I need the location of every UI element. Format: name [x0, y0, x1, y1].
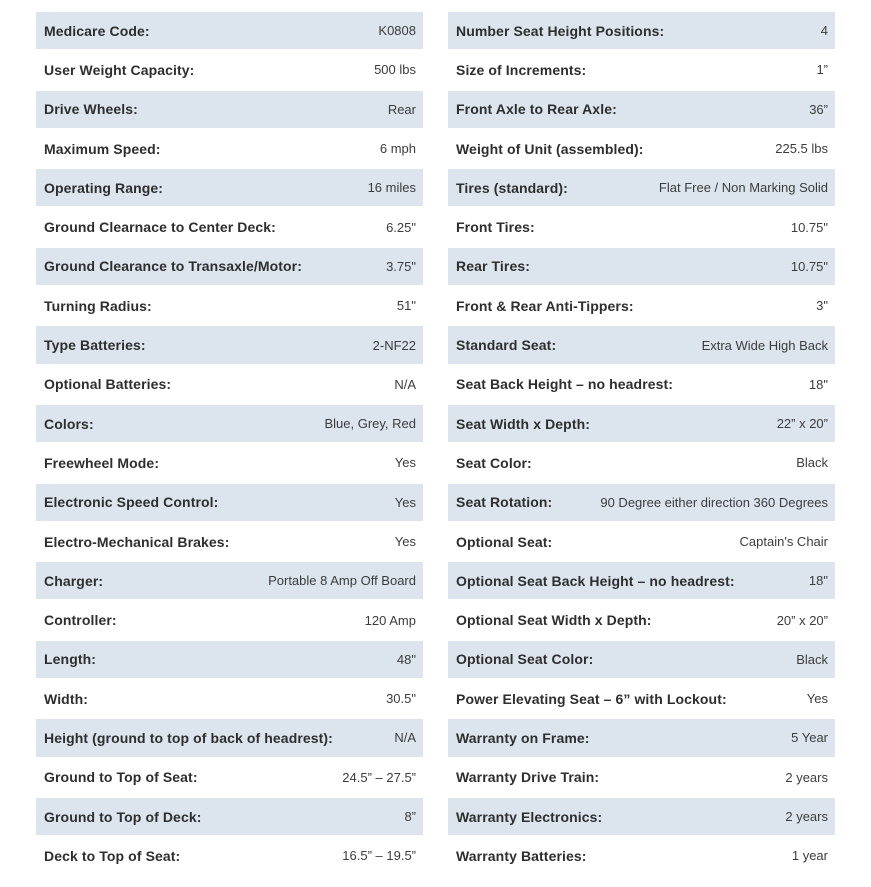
spec-row: [448, 444, 835, 481]
spec-row: [36, 484, 423, 521]
spec-column-left: [36, 12, 423, 877]
spec-value: Extra Wide High Back: [701, 337, 828, 353]
spec-value: 1”: [816, 62, 828, 78]
spec-label: Front Axle to Rear Axle:: [456, 101, 617, 118]
spec-row: [36, 601, 423, 638]
spec-label: Seat Back Height – no headrest:: [456, 376, 674, 393]
spec-row: [36, 719, 423, 756]
spec-value: N/A: [394, 730, 416, 746]
spec-value: 30.5": [386, 691, 416, 707]
spec-row: [448, 523, 835, 560]
spec-value: 8”: [404, 809, 416, 825]
spec-row: [36, 130, 423, 167]
spec-value: 2-NF22: [372, 337, 416, 353]
spec-row: [448, 366, 835, 403]
spec-row: [448, 51, 835, 88]
spec-value: 22” x 20”: [776, 416, 828, 432]
spec-label: Colors:: [44, 415, 94, 432]
spec-row: [448, 169, 835, 206]
spec-value: 36”: [809, 101, 828, 117]
spec-value: Flat Free / Non Marking Solid: [658, 180, 828, 196]
spec-label: Seat Width x Depth:: [456, 415, 590, 432]
spec-label: Optional Seat Width x Depth:: [456, 612, 652, 629]
spec-value: Portable 8 Amp Off Board: [268, 573, 416, 589]
spec-value: Yes: [806, 691, 828, 707]
spec-value: K0808: [378, 23, 416, 39]
spec-row: [36, 326, 423, 363]
spec-label: Type Batteries:: [44, 337, 146, 354]
spec-row: [448, 287, 835, 324]
spec-value: 20” x 20”: [776, 612, 828, 628]
spec-row: [448, 248, 835, 285]
spec-label: Tires (standard):: [456, 179, 568, 196]
spec-value: Yes: [394, 534, 416, 549]
spec-row: [448, 91, 835, 128]
spec-label: Power Elevating Seat – 6” with Lockout:: [456, 690, 727, 707]
spec-row: [448, 130, 835, 167]
spec-label: Ground to Top of Seat:: [44, 769, 198, 786]
spec-row: [36, 405, 423, 442]
spec-label: Optional Seat:: [456, 533, 553, 550]
spec-row: [36, 562, 423, 599]
spec-label: Medicare Code:: [44, 22, 150, 39]
spec-value: 2 years: [785, 809, 828, 825]
spec-column-right: [448, 12, 835, 877]
spec-value: 3.75": [386, 258, 416, 274]
spec-value: Blue, Grey, Red: [324, 416, 416, 432]
spec-row: [448, 759, 835, 796]
spec-row: [448, 837, 835, 874]
spec-label: Seat Color:: [456, 454, 532, 471]
spec-value: 10.75": [790, 219, 828, 235]
spec-row: [36, 287, 423, 324]
spec-label: Maximum Speed:: [44, 140, 161, 157]
spec-label: Front Tires:: [456, 219, 535, 236]
spec-row: [448, 601, 835, 638]
spec-value: N/A: [394, 376, 416, 392]
spec-value: 16 miles: [367, 180, 416, 196]
spec-value: Yes: [394, 494, 416, 510]
spec-label: Freewheel Mode:: [44, 454, 160, 471]
spec-label: Height (ground to top of back of headrest):: [44, 729, 333, 746]
spec-label: Optional Seat Back Height – no headrest:: [456, 572, 735, 589]
spec-value: 18": [808, 573, 828, 589]
spec-row: [36, 208, 423, 245]
spec-row: [448, 326, 835, 363]
spec-value: Yes: [394, 455, 416, 471]
spec-row: [448, 680, 835, 717]
spec-label: Width:: [44, 690, 89, 707]
spec-value: 51": [396, 298, 416, 314]
spec-row: [36, 169, 423, 206]
spec-label: Number Seat Height Positions:: [456, 22, 665, 39]
spec-label: Weight of Unit (assembled):: [456, 140, 644, 157]
spec-row: [36, 759, 423, 796]
spec-label: Drive Wheels:: [44, 101, 138, 118]
spec-value: 6 mph: [379, 141, 416, 157]
spec-row: [36, 641, 423, 678]
spec-row: [448, 798, 835, 835]
spec-value: 18": [808, 376, 828, 392]
spec-value: 4: [820, 23, 828, 39]
spec-label: Warranty on Frame:: [456, 729, 590, 746]
spec-row: [36, 444, 423, 481]
spec-row: [36, 248, 423, 285]
spec-row: [36, 798, 423, 835]
spec-label: Turning Radius:: [44, 297, 152, 314]
spec-label: Controller:: [44, 612, 117, 629]
spec-value: 90 Degree either direction 360 Degrees: [600, 494, 828, 510]
spec-value: 10.75": [790, 258, 828, 274]
spec-label: Rear Tires:: [456, 258, 530, 275]
spec-value: 24.5” – 27.5”: [342, 769, 416, 785]
spec-value: Captain's Chair: [739, 534, 828, 549]
spec-label: Size of Increments:: [456, 61, 587, 78]
spec-label: Front & Rear Anti-Tippers:: [456, 297, 634, 314]
spec-row: [448, 405, 835, 442]
spec-row: [36, 12, 423, 49]
spec-label: Electronic Speed Control:: [44, 494, 219, 511]
spec-label: Charger:: [44, 572, 104, 589]
spec-label: Standard Seat:: [456, 337, 557, 354]
spec-value: Black: [796, 651, 828, 667]
spec-label: Ground Clearnace to Center Deck:: [44, 219, 276, 236]
spec-row: [36, 51, 423, 88]
spec-label: Operating Range:: [44, 179, 164, 196]
spec-label: Deck to Top of Seat:: [44, 847, 181, 864]
spec-value: Rear: [387, 101, 416, 117]
spec-value: Black: [796, 455, 828, 471]
spec-value: 16.5” – 19.5”: [342, 848, 416, 864]
spec-label: User Weight Capacity:: [44, 61, 195, 78]
spec-label: Warranty Drive Train:: [456, 769, 600, 786]
spec-label: Ground Clearance to Transaxle/Motor:: [44, 258, 302, 275]
spec-value: 3": [816, 298, 828, 314]
spec-row: [448, 484, 835, 521]
spec-table: [36, 12, 835, 877]
spec-value: 1 year: [791, 848, 828, 864]
spec-row: [448, 719, 835, 756]
spec-label: Seat Rotation:: [456, 494, 553, 511]
spec-label: Warranty Electronics:: [456, 808, 603, 825]
spec-label: Electro-Mechanical Brakes:: [44, 533, 230, 550]
spec-value: 2 years: [785, 769, 828, 785]
spec-value: 48": [396, 651, 416, 667]
spec-value: 225.5 lbs: [775, 141, 828, 157]
spec-row: [36, 91, 423, 128]
spec-row: [36, 523, 423, 560]
spec-label: Length:: [44, 651, 97, 668]
spec-label: Ground to Top of Deck:: [44, 808, 202, 825]
spec-row: [36, 680, 423, 717]
spec-value: 6.25": [386, 219, 416, 235]
spec-label: Optional Batteries:: [44, 376, 172, 393]
spec-row: [448, 208, 835, 245]
spec-label: Optional Seat Color:: [456, 651, 594, 668]
spec-value: 120 Amp: [364, 612, 416, 628]
spec-row: [448, 562, 835, 599]
spec-row: [36, 837, 423, 874]
spec-row: [448, 641, 835, 678]
spec-row: [36, 366, 423, 403]
spec-value: 5 Year: [791, 730, 828, 746]
spec-label: Warranty Batteries:: [456, 847, 587, 864]
spec-row: [448, 12, 835, 49]
spec-value: 500 lbs: [374, 62, 416, 78]
